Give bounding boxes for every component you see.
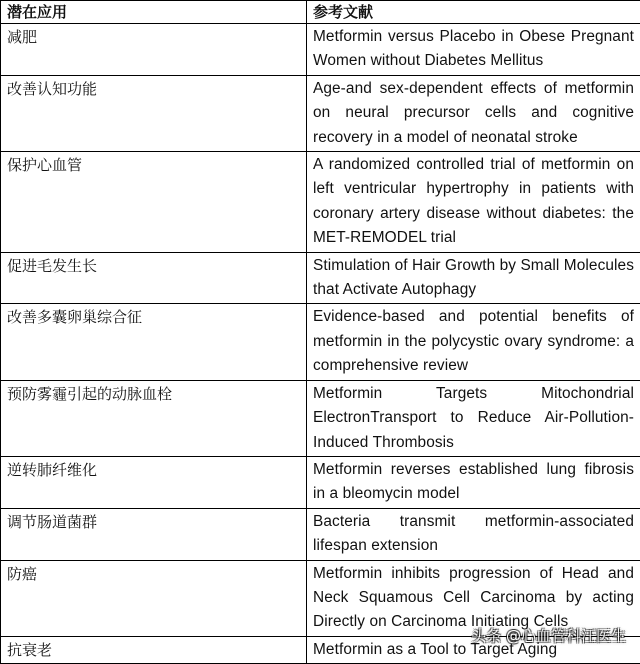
application-cell: 促进毛发生长 [1, 252, 307, 304]
reference-cell: Metformin as a Tool to Target Aging [307, 636, 640, 663]
application-cell: 预防雾霾引起的动脉血栓 [1, 380, 307, 456]
table-row [1, 508, 640, 560]
table-row [1, 75, 640, 151]
application-cell: 逆转肺纤维化 [1, 456, 307, 508]
reference-cell: Metformin versus Placebo in Obese Pregnant Women without Diabetes Mellitus [307, 24, 640, 76]
table-row [1, 252, 640, 304]
watermark: 头条 @心血管科汪医生 [471, 625, 626, 646]
application-cell: 改善认知功能 [1, 75, 307, 151]
reference-cell: A randomized controlled trial of metformin on left ventricular hypertrophy in patients with coronary artery disease without diabetes: the MET-REMODEL trial [307, 152, 640, 253]
table-row [1, 24, 640, 76]
reference-cell: Stimulation of Hair Growth by Small Molecules that Activate Autophagy [307, 252, 640, 304]
table-row [1, 456, 640, 508]
header-reference: 参考文献 [307, 1, 640, 24]
table-header-row [1, 1, 640, 24]
reference-cell: Age-and sex-dependent effects of metformin on neural precursor cells and cognitive recovery in a model of neonatal stroke [307, 75, 640, 151]
reference-cell: Metformin Targets Mitochondrial ElectronTransport to Reduce Air-Pollution-Induced Thrombosis [307, 380, 640, 456]
reference-cell: Metformin reverses established lung fibrosis in a bleomycin model [307, 456, 640, 508]
reference-cell: Metformin inhibits progression of Head and Neck Squamous Cell Carcinoma by acting Directly on Carcinoma Initiating Cells [307, 560, 640, 636]
application-cell: 防癌 [1, 560, 307, 636]
table-row [1, 152, 640, 253]
table-row [1, 380, 640, 456]
header-application: 潜在应用 [1, 1, 307, 24]
table-row [1, 304, 640, 380]
application-cell: 调节肠道菌群 [1, 508, 307, 560]
reference-cell: Evidence-based and potential benefits of metformin in the polycystic ovary syndrome: a comprehensive review [307, 304, 640, 380]
application-cell: 减肥 [1, 24, 307, 76]
application-cell: 抗衰老 [1, 636, 307, 663]
reference-cell: Bacteria transmit metformin-associated lifespan extension [307, 508, 640, 560]
application-cell: 改善多囊卵巢综合征 [1, 304, 307, 380]
application-cell: 保护心血管 [1, 152, 307, 253]
